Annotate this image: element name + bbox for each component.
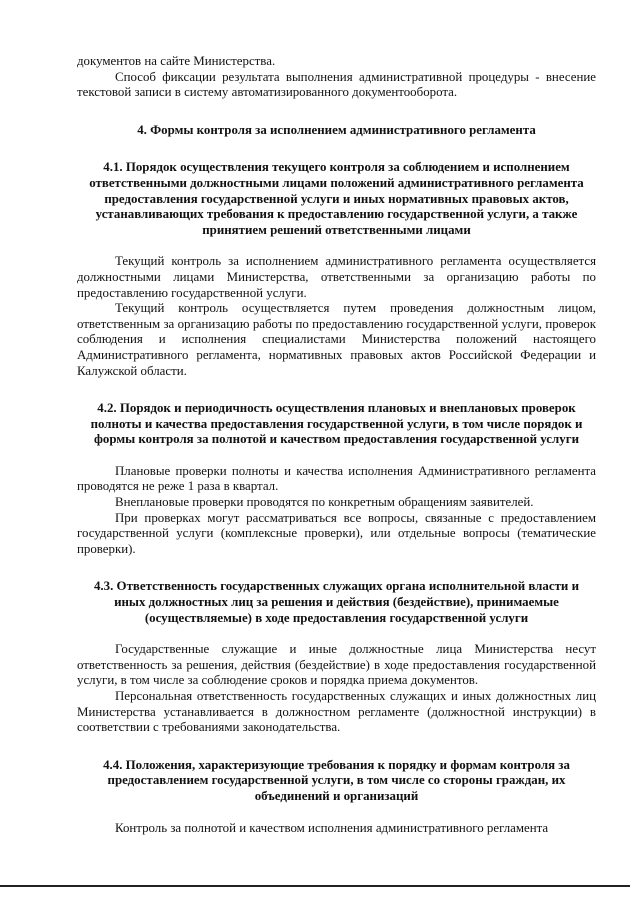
paragraph-4-2-b: Внеплановые проверки проводятся по конкретным обращениям заявителей. bbox=[115, 495, 534, 510]
subsection-4-4-heading: 4.4. Положения, характеризующие требования к порядку и формам контроля за предоставлением государственной услуги, в том числе со стороны граждан, их объединений и организаций bbox=[103, 757, 570, 803]
subsection-4-3-heading: 4.3. Ответственность государственных служащих органа исполнительной власти и иных должностных лиц за решения и действия (бездействие), принимаемые (осуществляемые) в ходе предоставления государственной услуги bbox=[93, 579, 579, 625]
paragraph-4-3-b: Персональная ответственность государственных служащих и иных должностных лиц Министерства устанавливается в должностном регламенте (должностной инструкции) в соответствии с требованиями законодательства. bbox=[77, 689, 596, 735]
paragraph-intro-continuation: документов на сайте Министерства. bbox=[77, 54, 276, 68]
subsection-4-2-heading: 4.2. Порядок и периодичность осуществления плановых и внеплановых проверок полноты и качества предоставления государственной услуги, в том числе порядок и формы контроля за полнотой и качеством предоставления государственной услуги bbox=[90, 401, 583, 447]
page-bottom-rule bbox=[0, 885, 630, 887]
subsection-4-1-heading: 4.1. Порядок осуществления текущего контроля за соблюдением и исполнением ответственными должностными лицами положений административного регламента предоставления государственной услуги и иных нормативных правовых актов, устанавливающих требования к предоставлению государственной услуги, а также принятием решений ответственными лицами bbox=[89, 160, 584, 237]
paragraph-4-1-a: Текущий контроль за исполнением административного регламента осуществляется должностными лицами Министерства, ответственными за организацию работы по предоставлению государственной услуги. bbox=[77, 254, 596, 300]
paragraph-4-4-a: Контроль за полнотой и качеством исполнения административного регламента bbox=[115, 820, 549, 835]
paragraph-4-3-a: Государственные служащие и иные должностные лица Министерства несут ответственность за решения, действия (бездействие) в ходе предоставления государственной услуги, в том числе за соблюдение сроков и порядка приема документов. bbox=[77, 642, 596, 688]
paragraph-4-2-c: При проверках могут рассматриваться все вопросы, связанные с предоставлением государственной услуги (комплексные проверки), или отдельные вопросы (тематические проверки). bbox=[77, 510, 596, 556]
paragraph-4-1-b: Текущий контроль осуществляется путем проведения должностным лицом, ответственным за организацию работы по предоставлению государственной услуги, проверок соблюдения и исполнения специалистами Министерства положений настоящего Административного регламента, нормативных правовых актов Российской Федерации и Калужской области. bbox=[77, 301, 596, 378]
paragraph-intro-fixation: Способ фиксации результата выполнения административной процедуры - внесение текстовой записи в систему автоматизированного документооборота. bbox=[77, 69, 596, 100]
paragraph-4-2-a: Плановые проверки полноты и качества исполнения Административного регламента проводятся не реже 1 раза в квартал. bbox=[77, 463, 596, 494]
document-body bbox=[77, 54, 596, 836]
section-4-heading: 4. Формы контроля за исполнением административного регламента bbox=[137, 122, 536, 137]
